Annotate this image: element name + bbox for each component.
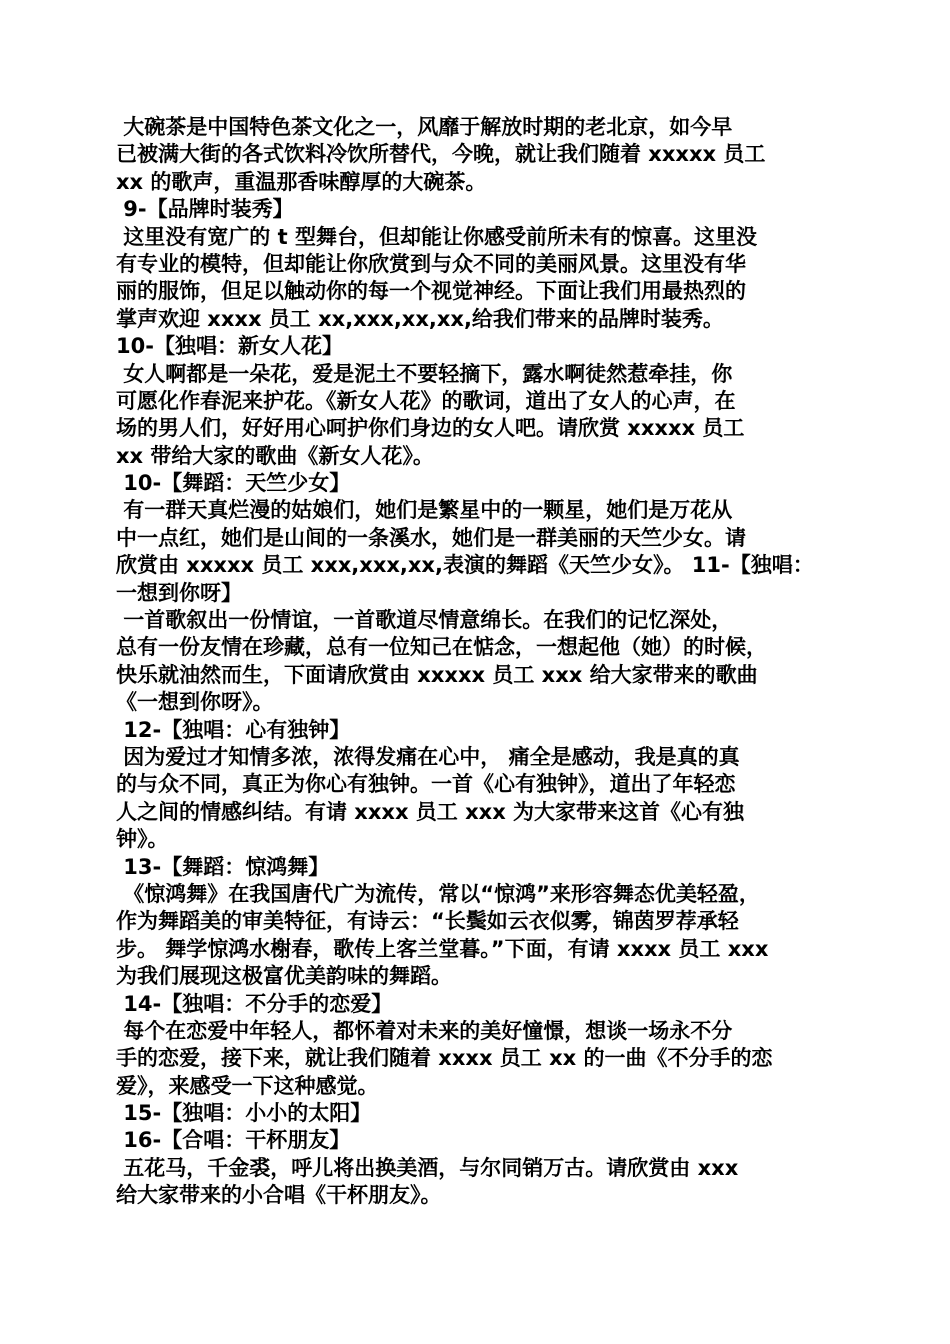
text-line: 钟》。 — [116, 827, 169, 852]
text-line: 已被满大街的各式饮料冷饮所替代，今晚，就让我们随着 xxxxx 员工 — [116, 142, 766, 167]
text-line: 人之间的情感纠结。有请 xxxx 员工 xxx 为大家带来这首《心有独 — [116, 799, 745, 824]
text-line: 丽的服饰，但足以触动你的每一个视觉神经。下面让我们用最热烈的 — [116, 279, 746, 304]
text-line: 作为舞蹈美的审美特征，有诗云：“长鬓如云衣似雾，锦茵罗荐承轻 — [116, 909, 739, 934]
text-line: 9-【品牌时装秀】 — [116, 197, 294, 222]
text-line: 快乐就油然而生，下面请欣赏由 xxxxx 员工 xxx 给大家带来的歌曲 — [116, 662, 758, 687]
text-line: 16-【合唱：干杯朋友】 — [116, 1128, 351, 1153]
text-line: 欣赏由 xxxxx 员工 xxx,xxx,xx,表演的舞蹈《天竺少女》。 11-【独唱： — [116, 553, 814, 578]
text-line: 可愿化作春泥来护花。《新女人花》的歌词，道出了女人的心声，在 — [116, 388, 736, 413]
document-body — [116, 114, 852, 1210]
text-line: 大碗茶是中国特色茶文化之一，风靡于解放时期的老北京，如今早 — [116, 115, 733, 139]
text-line: 场的男人们，好好用心呵护你们身边的女人吧。请欣赏 xxxxx 员工 — [116, 416, 745, 441]
text-line: 12-【独唱：心有独钟】 — [116, 717, 351, 742]
text-line: 总有一份友情在珍藏，总有一位知己在惦念，一想起他（她）的时候， — [116, 635, 767, 660]
text-line: 这里没有宽广的 t 型舞台，但却能让你感受前所未有的惊喜。这里没 — [116, 224, 757, 249]
text-line: 因为爱过才知情多浓，浓得发痛在心中， 痛全是感动，我是真的真 — [116, 744, 740, 769]
text-line: 步。 舞学惊鸿水榭春，歌传上客兰堂暮。”下面，有请 xxxx 员工 xxx — [116, 936, 769, 961]
text-line: 15-【独唱：小小的太阳】 — [116, 1101, 372, 1126]
text-line: 14-【独唱：不分手的恋爱】 — [116, 991, 393, 1016]
text-line: xx 带给大家的歌曲《新女人花》。 — [116, 443, 434, 468]
text-line: 一想到你呀】 — [116, 580, 242, 605]
text-line: 10-【舞蹈：天竺少女】 — [116, 471, 351, 496]
text-line: 的与众不同，真正为你心有独钟。一首《心有独钟》，道出了年轻恋 — [116, 772, 736, 797]
text-line: 《惊鸿舞》在我国唐代广为流传，常以“惊鸿”来形容舞态优美轻盈， — [116, 881, 760, 906]
text-line: 给大家带来的小合唱《干杯朋友》。 — [116, 1183, 442, 1208]
text-line: 13-【舞蹈：惊鸿舞】 — [116, 854, 330, 879]
text-line: 有一群天真烂漫的姑娘们，她们是繁星中的一颗星，她们是万花从 — [116, 498, 733, 523]
text-line: 一首歌叙出一份情谊，一首歌道尽情意绵长。在我们的记忆深处， — [116, 608, 733, 633]
text-line: xx 的歌声，重温那香味醇厚的大碗茶。 — [116, 169, 487, 194]
text-line: 有专业的模特，但却能让你欣赏到与众不同的美丽风景。这里没有华 — [116, 251, 746, 276]
text-line: 《一想到你呀》。 — [116, 690, 274, 715]
text-line: 中一点红，她们是山间的一条溪水，她们是一群美丽的天竺少女。请 — [116, 525, 746, 550]
text-line: 五花马，千金裘，呼儿将出换美酒，与尔同销万古。请欣赏由 xxx — [116, 1155, 739, 1180]
text-line: 手的恋爱，接下来，就让我们随着 xxxx 员工 xx 的一曲《不分手的恋 — [116, 1046, 773, 1071]
text-line: 女人啊都是一朵花，爱是泥土不要轻摘下，露水啊徒然惹牵挂，你 — [116, 361, 733, 386]
text-line: 掌声欢迎 xxxx 员工 xx,xxx,xx,xx,给我们带来的品牌时装秀。 — [116, 306, 724, 331]
text-line: 爱》，来感受一下这种感觉。 — [116, 1073, 379, 1098]
text-line: 为我们展现这极富优美韵味的舞蹈。 — [116, 964, 452, 989]
text-line: 10-【独唱：新女人花】 — [116, 334, 343, 359]
text-line: 每个在恋爱中年轻人，都怀着对未来的美好憧憬，想谈一场永不分 — [116, 1018, 733, 1043]
